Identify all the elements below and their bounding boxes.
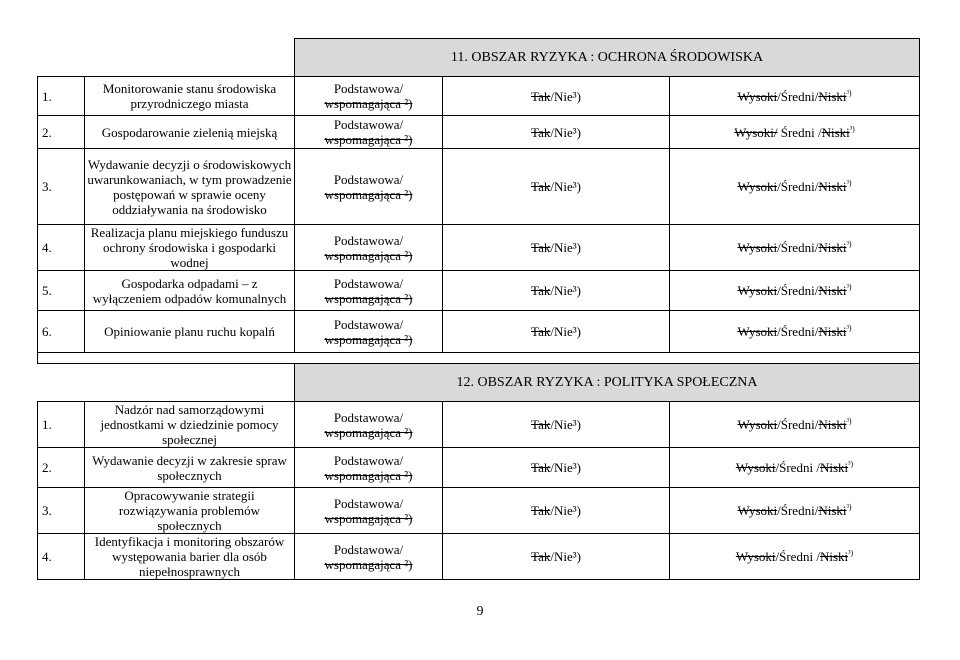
gap-cell (38, 353, 920, 364)
type-primary: Podstawowa/ (333, 409, 404, 425)
level-high: Wysoki (737, 240, 778, 255)
tak-nie-cell (443, 311, 670, 353)
nie-value: /Nie³) (550, 503, 581, 518)
risk-table (37, 38, 920, 580)
tak-value: Tak (531, 283, 551, 298)
tak-value: Tak (531, 549, 551, 564)
row-number: 2. (38, 448, 85, 488)
task-type-cell (295, 271, 443, 311)
nie-value: /Nie³) (550, 88, 581, 104)
level-high: Wysoki (737, 88, 778, 104)
task-type-cell (295, 448, 443, 488)
task-type-cell (295, 488, 443, 534)
risk-level-cell (670, 149, 920, 225)
level-medium: /Średni/ (777, 179, 819, 194)
tak-value: Tak (531, 179, 551, 194)
table-row (38, 311, 920, 353)
section-title: 12. OBSZAR RYZYKA : POLITYKA SPOŁECZNA (295, 364, 920, 402)
task-name: Gospodarowanie zielenią miejską (85, 116, 295, 149)
level-high: Wysoki (737, 417, 778, 432)
level-footnote: ³) (848, 459, 854, 469)
task-type-cell (295, 311, 443, 353)
header-blank (38, 364, 295, 402)
level-footnote: ³) (848, 548, 854, 558)
task-name: Monitorowanie stanu środowiska przyrodniczego miasta (85, 77, 295, 116)
tak-nie-cell (443, 77, 670, 116)
tak-nie-cell (443, 488, 670, 534)
type-supporting: wspomagająca ²) (324, 290, 413, 306)
table-row (38, 534, 920, 580)
tak-nie-cell (443, 225, 670, 271)
type-supporting: wspomagająca ²) (324, 331, 413, 347)
level-footnote: ³) (846, 502, 852, 512)
level-medium: /Średni / (775, 549, 820, 564)
type-supporting: wspomagająca ²) (324, 247, 413, 263)
level-low: Niski (818, 88, 847, 104)
tak-nie-cell (443, 402, 670, 448)
level-medium: Średni / (777, 124, 822, 140)
task-name: Gospodarka odpadami – z wyłączeniem odpadów komunalnych (85, 271, 295, 311)
task-name: Opracowywanie strategii rozwiązywania problemów społecznych (85, 488, 295, 534)
nie-value: /Nie³) (550, 460, 581, 475)
table-row (38, 116, 920, 149)
type-primary: Podstawowa/ (333, 495, 404, 511)
nie-value: /Nie³) (550, 124, 581, 140)
level-high: Wysoki (737, 283, 778, 298)
type-supporting: wspomagająca ²) (324, 556, 413, 572)
level-low: Niski (818, 417, 847, 432)
level-medium: /Średni/ (777, 503, 819, 518)
header-blank (38, 39, 295, 77)
tak-value: Tak (531, 417, 551, 432)
table-row (38, 225, 920, 271)
type-primary: Podstawowa/ (333, 316, 404, 332)
nie-value: /Nie³) (550, 179, 581, 194)
risk-level-cell (670, 225, 920, 271)
type-primary: Podstawowa/ (333, 541, 404, 557)
level-footnote: ³) (846, 416, 852, 426)
type-primary: Podstawowa/ (333, 171, 404, 187)
level-footnote: ³) (846, 323, 852, 333)
level-medium: /Średni/ (777, 283, 819, 298)
section-header-row (38, 364, 920, 402)
nie-value: /Nie³) (550, 240, 581, 255)
row-number: 3. (38, 149, 85, 225)
type-primary: Podstawowa/ (333, 275, 404, 291)
task-name: Realizacja planu miejskiego funduszu ochrony środowiska i gospodarki wodnej (85, 225, 295, 271)
level-footnote: ³) (846, 178, 852, 188)
task-type-cell (295, 225, 443, 271)
nie-value: /Nie³) (550, 283, 581, 298)
level-low: Niski (819, 549, 849, 564)
risk-level-cell (670, 534, 920, 580)
tak-value: Tak (531, 503, 551, 518)
section-title: 11. OBSZAR RYZYKA : OCHRONA ŚRODOWISKA (295, 39, 920, 77)
level-low: Niski (818, 240, 847, 255)
task-name: Identyfikacja i monitoring obszarów występowania barier dla osób niepełnosprawnych (85, 534, 295, 580)
type-primary: Podstawowa/ (333, 117, 404, 132)
tak-nie-cell (443, 116, 670, 149)
tak-value: Tak (531, 460, 551, 475)
row-number: 3. (38, 488, 85, 534)
tak-value: Tak (531, 324, 551, 339)
level-footnote: ³) (846, 239, 852, 249)
risk-level-cell (670, 402, 920, 448)
level-medium: /Średni/ (777, 240, 819, 255)
table-row (38, 149, 920, 225)
task-name: Wydawanie decyzji w zakresie spraw społecznych (85, 448, 295, 488)
level-high: Wysoki (737, 324, 778, 339)
type-primary: Podstawowa/ (333, 81, 404, 96)
risk-level-cell (670, 271, 920, 311)
row-number: 4. (38, 534, 85, 580)
task-name: Wydawanie decyzji o środowiskowych uwarunkowaniach, w tym prowadzenie postępowań w sprawie oceny oddziaływania na środowisko (85, 149, 295, 225)
level-high: Wysoki (737, 179, 778, 194)
page-number: 9 (476, 604, 484, 619)
type-supporting: wspomagająca ²) (324, 132, 413, 147)
level-medium: /Średni/ (777, 417, 819, 432)
tak-value: Tak (531, 240, 551, 255)
level-high: Wysoki (737, 503, 778, 518)
row-number: 2. (38, 116, 85, 149)
risk-level-cell (670, 448, 920, 488)
nie-value: /Nie³) (550, 549, 581, 564)
task-type-cell (295, 534, 443, 580)
level-low: Niski (819, 460, 849, 475)
row-number: 4. (38, 225, 85, 271)
level-medium: /Średni/ (777, 88, 819, 104)
tak-nie-cell (443, 149, 670, 225)
table-row (38, 448, 920, 488)
row-number: 5. (38, 271, 85, 311)
task-type-cell (295, 77, 443, 116)
tak-nie-cell (443, 534, 670, 580)
level-footnote: ³) (846, 282, 852, 292)
task-name: Opiniowanie planu ruchu kopalń (85, 311, 295, 353)
level-high: Wysoki (735, 549, 776, 564)
type-primary: Podstawowa/ (333, 452, 404, 468)
risk-level-cell (670, 311, 920, 353)
risk-level-cell (670, 116, 920, 149)
table-row (38, 271, 920, 311)
level-low: Niski (818, 324, 847, 339)
level-footnote: ³) (846, 88, 852, 98)
table-row (38, 402, 920, 448)
task-type-cell (295, 116, 443, 149)
level-footnote: ³) (849, 124, 855, 134)
level-medium: /Średni/ (777, 324, 819, 339)
level-low: Niski (821, 124, 850, 140)
section-header-row (38, 39, 920, 77)
section-gap (38, 353, 920, 364)
table-row (38, 77, 920, 116)
level-low: Niski (818, 503, 847, 518)
task-type-cell (295, 402, 443, 448)
type-supporting: wspomagająca ²) (324, 424, 413, 440)
nie-value: /Nie³) (550, 417, 581, 432)
level-low: Niski (818, 283, 847, 298)
task-type-cell (295, 149, 443, 225)
table-row (38, 488, 920, 534)
row-number: 1. (38, 402, 85, 448)
tak-value: Tak (531, 88, 551, 104)
type-supporting: wspomagająca ²) (324, 467, 413, 483)
level-high: Wysoki (735, 460, 776, 475)
risk-level-cell (670, 77, 920, 116)
type-supporting: wspomagająca ²) (324, 510, 413, 526)
level-high: Wysoki/ (734, 124, 778, 140)
tak-nie-cell (443, 448, 670, 488)
type-supporting: wspomagająca ²) (324, 96, 413, 111)
row-number: 1. (38, 77, 85, 116)
level-low: Niski (818, 179, 847, 194)
row-number: 6. (38, 311, 85, 353)
tak-nie-cell (443, 271, 670, 311)
type-primary: Podstawowa/ (333, 232, 404, 248)
nie-value: /Nie³) (550, 324, 581, 339)
tak-value: Tak (531, 124, 551, 140)
risk-level-cell (670, 488, 920, 534)
task-name: Nadzór nad samorządowymi jednostkami w dziedzinie pomocy społecznej (85, 402, 295, 448)
level-medium: /Średni / (775, 460, 820, 475)
type-supporting: wspomagająca ²) (324, 186, 413, 202)
